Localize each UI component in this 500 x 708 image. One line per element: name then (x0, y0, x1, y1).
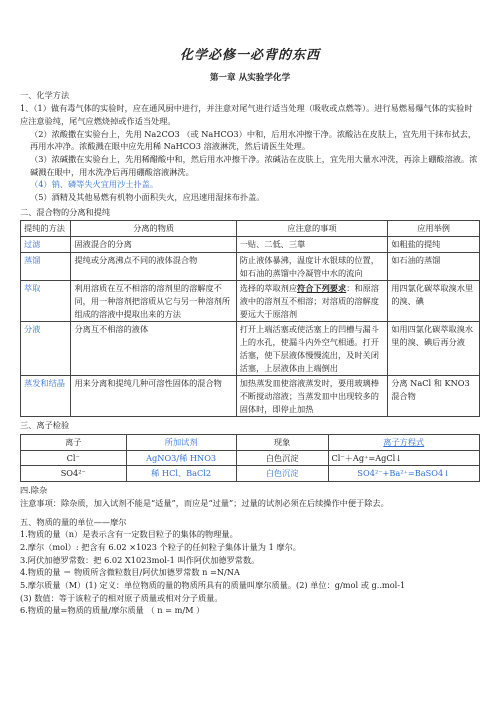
substance-cell: 利用溶质在互不相溶的溶剂里的溶解度不同，用一种溶剂把溶质从它与另一种溶剂所组成的溶液中提取出来的方法 (71, 281, 236, 322)
section2-heading: 二、混合物的分离和提纯 (20, 206, 111, 217)
section1-paragraph-4: （4）钠、磷等失火宜用沙土扑盖。 (30, 179, 159, 190)
table-header-cell: 所加试剂 (126, 435, 236, 451)
method-cell: 分液 (21, 322, 71, 376)
table-row (21, 376, 480, 417)
section5-line-7: 6.物质的量=物质的质量/摩尔质量 （ n = m/M ） (20, 605, 205, 616)
equation-cell: Cl⁻＋Ag⁺=AgCl↓ (328, 450, 479, 466)
notes-cell: 加热蒸发皿使溶液蒸发时，要用玻璃棒不断搅动溶液；当蒸发皿中出现较多的固体时，即停止加热 (236, 376, 387, 417)
table-row (21, 252, 480, 280)
example-cell: 如粗盐的提纯 (388, 237, 480, 253)
notes-emphasis: 符合下列要求 (297, 283, 347, 294)
table-header-cell: 应用举例 (388, 221, 480, 237)
section1-paragraph-5: （5）酒精及其他易燃有机物小面积失火，应迅速用湿抹布扑盖。 (30, 192, 265, 203)
section4-heading: 四.除杂 (20, 485, 48, 496)
method-cell: 萃取 (21, 281, 71, 322)
document-page (20, 0, 480, 617)
ion-cell: SO4²⁻ (21, 466, 127, 482)
example-cell: 分离 NaCl 和 KNO3 混合物 (388, 376, 480, 417)
section1-paragraph-1: 1、（1）做有毒气体的实验时，应在通风厨中进行，并注意对尾气进行适当处理（吸收或点燃等）。进行易燃易爆气体的实验时应注意验纯，尾气应燃烧掉或作适当处理。 (20, 103, 473, 126)
table-header-cell: 离子 (21, 435, 127, 451)
notes-text: ：和原溶液中的溶剂互不相溶；对溶质的溶解度要远大于原溶剂 (239, 283, 379, 319)
table-row (21, 237, 480, 253)
substance-cell: 分离互不相溶的液体 (71, 322, 236, 376)
section1-heading: 一、化学方法 (20, 90, 70, 101)
notes-text: 选择的萃取剂应 (239, 283, 298, 294)
notes-cell (236, 281, 387, 322)
substance-cell: 固液混合的分离 (71, 237, 236, 253)
table-row (21, 322, 480, 376)
section1-paragraph-2: （2）浓酸撒在实验台上，先用 Na2CO3 （或 NaHCO3）中和，后用水冲擦干净。浓酸沾在皮肤上，宜先用干抹布拭去，再用水冲净。浓酸溅在眼中应先用稀 NaHCO3 溶液淋洗，然后请医生处理。 (30, 128, 477, 152)
reagent-cell: AgNO3/稀 HNO3 (126, 450, 236, 466)
table-row (21, 450, 480, 466)
document-title: 化学必修一必背的东西 (179, 48, 320, 63)
table-header-cell: 提纯的方法 (21, 221, 71, 237)
section5-line-4: 4.物质的量 ＝ 物质所含微粒数目/阿伏加德罗常数 n =N/NA (20, 567, 240, 578)
section5-heading: 五、物质的量的单位——摩尔 (20, 516, 127, 527)
ion-cell: Cl⁻ (21, 450, 127, 466)
section4-paragraph: 注意事项：除杂质，加入试剂不能是“适量”，而应是“过量”；过量的试剂必须在后续操作中便于除去。 (20, 497, 389, 508)
example-cell: 如石油的蒸馏 (388, 252, 480, 280)
ion-test-table (20, 434, 480, 482)
example-cell: 用四氯化碳萃取溴水里的溴、碘 (388, 281, 480, 322)
section5-line-5: 5.摩尔质量（M）(1) 定义：单位物质的量的物质所具有的质量叫摩尔质量。(2) 单位：g/mol 或 g..mol-1 (20, 580, 406, 591)
method-cell: 蒸发和结晶 (21, 376, 71, 417)
notes-cell: 打开上端活塞或使活塞上的凹槽与漏斗上的水孔，使漏斗内外空气相通。打开活塞，使下层液体慢慢流出，及时关闭活塞，上层液体由上端倒出 (236, 322, 387, 376)
table-header-cell: 应注意的事项 (236, 221, 387, 237)
table-row (21, 466, 480, 482)
section1-paragraph-3: （3）浓碱撒在实验台上，先用稀醋酸中和，然后用水冲擦干净。浓碱沾在皮肤上，宜先用大量水冲洗，再涂上硼酸溶液。浓碱溅在眼中，用水洗净后再用硼酸溶液淋洗。 (30, 153, 478, 177)
notes-cell: 一贴、二低、三靠 (236, 237, 387, 253)
example-cell: 如用四氯化碳萃取溴水里的溴、碘后再分液 (388, 322, 480, 376)
equation-cell: SO4²⁻+Ba²⁺=BaSO4↓ (328, 466, 479, 482)
section5-line-6: (3) 数值：等于该粒子的相对原子质量或相对分子质量。 (20, 592, 223, 603)
method-cell: 过滤 (21, 237, 71, 253)
phenomenon-cell: 白色沉淀 (236, 450, 328, 466)
section3-heading: 三、离子检验 (20, 420, 70, 431)
substance-cell: 提纯或分离沸点不同的液体混合物 (71, 252, 236, 280)
table-header-cell: 离子方程式 (328, 435, 479, 451)
table-header-row (21, 221, 480, 237)
reagent-cell: 稀 HCl、BaCl2 (126, 466, 236, 482)
table-row (21, 281, 480, 322)
section5-line-2: 2.摩尔（mol）: 把含有 6.02 ×1023 个粒子的任何粒子集体计量为 1 摩尔。 (20, 541, 301, 552)
table-header-cell: 分离的物质 (71, 221, 236, 237)
separation-methods-table (20, 220, 480, 417)
section5-line-1: 1.物质的量（n）是表示含有一定数目粒子的集体的物理量。 (20, 529, 238, 540)
chapter-heading: 第一章 从实验学化学 (209, 73, 291, 84)
table-header-cell: 现象 (236, 435, 328, 451)
method-cell: 蒸馏 (21, 252, 71, 280)
notes-cell: 防止液体暴沸，温度计水银球的位置，如石油的蒸馏中冷凝管中水的流向 (236, 252, 387, 280)
section5-line-3: 3.阿伏加德罗常数：把 6.02 X1023mol-1 叫作阿伏加德罗常数。 (20, 554, 260, 565)
table-header-row (21, 435, 480, 451)
phenomenon-cell: 白色沉淀 (236, 466, 328, 482)
substance-cell: 用来分离和提纯几种可溶性固体的混合物 (71, 376, 236, 417)
